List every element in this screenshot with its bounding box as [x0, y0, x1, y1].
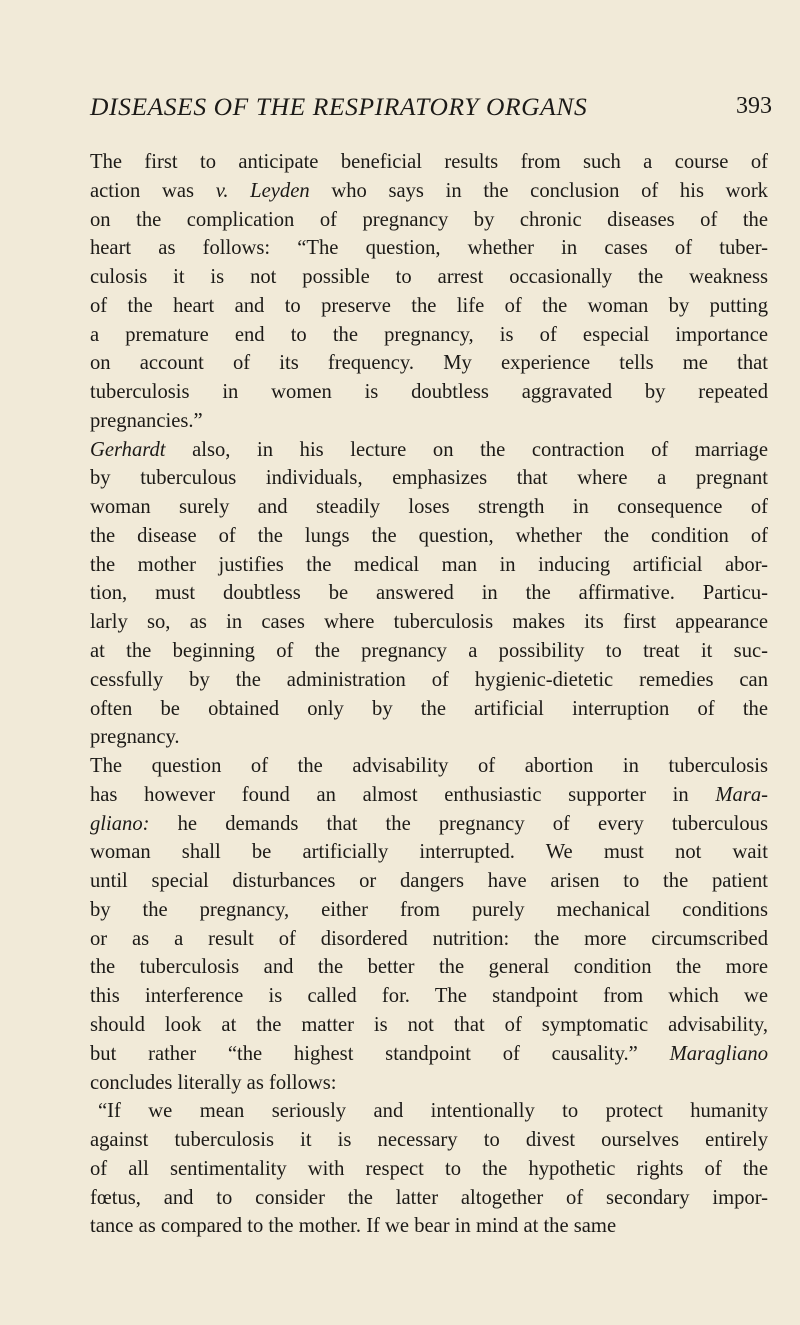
- text-line: [90, 1069, 768, 1098]
- text-line: [90, 723, 768, 752]
- text-line: [90, 752, 768, 781]
- text-line: [90, 810, 768, 839]
- text-line: [90, 378, 768, 407]
- text-line: [90, 436, 768, 465]
- text-line: [90, 867, 768, 896]
- text-line: [90, 925, 768, 954]
- text-run: of all sentimentality with respect to the hypothetic rights of the: [90, 1157, 768, 1180]
- text-run: “If we mean seriously and intentionally to protect humanity: [98, 1100, 768, 1123]
- text-run: this interference is called for. The standpoint from which we: [90, 985, 768, 1008]
- text-run: concludes literally as follows:: [90, 1071, 337, 1094]
- text-line: [90, 1011, 768, 1040]
- running-head: [90, 92, 772, 128]
- text-run: fœtus, and to consider the latter altogether of secondary impor-: [90, 1186, 768, 1209]
- text-run: or as a result of disordered nutrition: the more circumscribed: [90, 927, 768, 950]
- italic-run: Maragliano: [669, 1042, 768, 1065]
- text-run: of the heart and to preserve the life of the woman by putting: [90, 294, 768, 317]
- text-line: [90, 838, 768, 867]
- text-run: should look at the matter is not that of symptomatic advisability,: [90, 1013, 768, 1036]
- text-line: [90, 1155, 768, 1184]
- text-line: [90, 1212, 768, 1241]
- text-line: [90, 493, 768, 522]
- text-run: has however found an almost enthusiastic supporter in: [90, 783, 716, 806]
- text-run: cessfully by the administration of hygienic-dietetic remedies can: [90, 668, 768, 691]
- text-line: [90, 263, 768, 292]
- text-run: by the pregnancy, either from purely mechanical conditions: [90, 898, 768, 921]
- text-run: also, in his lecture on the contraction of marriage: [165, 438, 768, 461]
- text-run: a premature end to the pregnancy, is of especial importance: [90, 323, 768, 346]
- text-run: The first to anticipate beneficial results from such a course of: [90, 151, 768, 173]
- text-line: [90, 177, 768, 206]
- text-line: [90, 695, 768, 724]
- italic-run: Gerhardt: [90, 438, 166, 461]
- text-line: [90, 522, 768, 551]
- text-line: [90, 896, 768, 925]
- text-run: often be obtained only by the artificial interruption of the: [90, 697, 768, 720]
- text-line: [90, 407, 768, 436]
- text-run: he demands that the pregnancy of every tuberculous: [149, 812, 768, 835]
- text-line: [90, 148, 768, 177]
- text-line: [90, 349, 768, 378]
- text-line: [90, 982, 768, 1011]
- text-line: [90, 1184, 768, 1213]
- text-run: larly so, as in cases where tuberculosis makes its first appearance: [90, 611, 768, 634]
- text-line: [90, 1126, 768, 1155]
- text-line: [90, 666, 768, 695]
- text-run: action was: [90, 179, 216, 202]
- text-run: against tuberculosis it is necessary to divest ourselves entirely: [90, 1129, 768, 1152]
- text-line: [90, 1097, 768, 1126]
- text-run: culosis it is not possible to arrest occasionally the weakness: [90, 266, 768, 289]
- text-run: but rather “the highest standpoint of causality.”: [90, 1042, 670, 1065]
- text-run: by tuberculous individuals, emphasizes that where a pregnant: [90, 467, 768, 490]
- text-run: woman shall be artificially interrupted. We must not wait: [90, 841, 768, 864]
- text-run: on account of its frequency. My experience tells me that: [90, 352, 768, 375]
- text-run: the mother justifies the medical man in inducing artificial abor-: [90, 553, 768, 576]
- text-line: [90, 1040, 768, 1069]
- text-run: at the beginning of the pregnancy a possibility to treat it suc-: [90, 640, 768, 663]
- body-text: [90, 148, 768, 1241]
- text-run: tuberculosis in women is doubtless aggravated by repeated: [90, 381, 768, 404]
- page-number: 393: [736, 93, 772, 119]
- text-line: [90, 953, 768, 982]
- text-run: tion, must doubtless be answered in the affirmative. Particu-: [90, 582, 768, 605]
- text-run: pregnancies.”: [90, 409, 203, 432]
- italic-run: gliano:: [90, 812, 150, 835]
- text-run: pregnancy.: [90, 726, 180, 749]
- text-line: [90, 206, 768, 235]
- text-run: woman surely and steadily loses strength in consequence of: [90, 496, 768, 519]
- text-line: [90, 234, 768, 263]
- text-run: the disease of the lungs the question, whether the condition of: [90, 524, 768, 547]
- text-line: [90, 637, 768, 666]
- text-line: [90, 464, 768, 493]
- text-run: on the complication of pregnancy by chronic diseases of the: [90, 208, 768, 231]
- italic-run: v. Leyden: [215, 179, 310, 202]
- running-title: DISEASES OF THE RESPIRATORY ORGANS: [90, 92, 588, 121]
- text-run: tance as compared to the mother. If we bear in mind at the same: [90, 1215, 617, 1238]
- text-line: [90, 579, 768, 608]
- text-line: [90, 781, 768, 810]
- text-run: until special disturbances or dangers have arisen to the patient: [90, 870, 768, 893]
- text-run: who says in the conclusion of his work: [309, 179, 768, 202]
- text-run: heart as follows: “The question, whether in cases of tuber-: [90, 237, 768, 260]
- text-line: [90, 321, 768, 350]
- text-line: [90, 608, 768, 637]
- text-line: [90, 551, 768, 580]
- text-run: the tuberculosis and the better the general condition the more: [90, 956, 768, 979]
- text-line: [90, 292, 768, 321]
- text-run: The question of the advisability of abortion in tuberculosis: [90, 755, 768, 778]
- italic-run: Mara-: [715, 783, 768, 806]
